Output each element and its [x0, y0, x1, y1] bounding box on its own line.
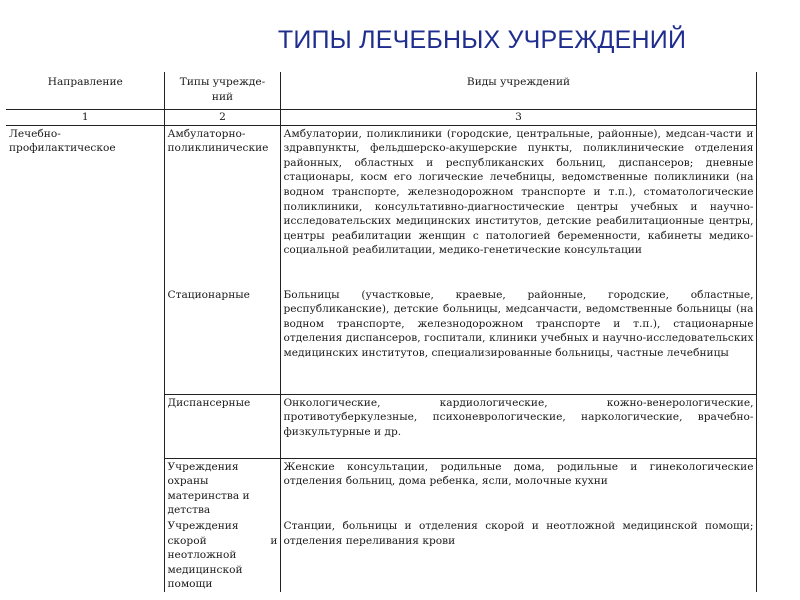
type-cell: Амбулаторно- поликлинические: [164, 125, 280, 287]
desc-cell: Больницы (участковые, краевые, районные, городские, областные, республиканские), детские больницы, медсанчасти, ведомственные больницы (на водном транспорте, железнодорожном транспорте и т.п.), стационарные отделения диспансеров, госпитали, клиники учебных и научно-исследовательских медицинских институтов, специализированные больницы, частные лечебницы: [280, 287, 756, 395]
type-cell: Учреждения скорой и неотложной медицинской помощи: [164, 518, 280, 592]
column-number-1: 1: [6, 110, 164, 126]
table-header-row: [6, 72, 756, 110]
type-cell: Учреждения охраны материнства и детства: [164, 458, 280, 518]
column-number-3: 3: [280, 110, 756, 126]
direction-cell: Лечебно- профилактическое: [6, 125, 164, 592]
type-cell: Диспансерные: [164, 394, 280, 458]
header-kinds: Виды учреждений: [280, 72, 756, 110]
desc-cell: Станции, больницы и отделения скорой и неотложной медицинской помощи; отделения переливания крови: [280, 518, 756, 592]
institutions-table: [6, 72, 757, 592]
desc-cell: Онкологические, кардиологические, кожно-венерологические, противотуберкулезные, психоневрологические, наркологические, врачебно-физкультурные и др.: [280, 394, 756, 458]
page-title: ТИПЫ ЛЕЧЕБНЫХ УЧРЕЖДЕНИЙ: [277, 26, 687, 54]
column-number-2: 2: [164, 110, 280, 126]
desc-cell: Женские консультации, родильные дома, родильные и гинекологические отделения больниц, дома ребенка, ясли, молочные кухни: [280, 458, 756, 518]
header-direction: Направление: [6, 72, 164, 110]
type-cell: Стационарные: [164, 287, 280, 395]
desc-cell: Амбулатории, поликлиники (городские, центральные, районные), медсан-части и здравпункты, фельдшерско-акушерские пункты, поликлинические отделения районных, областных и республиканских больниц, диспансеров; дневные стационары, косм его логические лечебницы, ведомственные поликлиники (на водном транспорте, железнодорожном транспорте и т.п.), стоматологические поликлиники, консультативно-диагностические центры учебных и научно-исследовательских медицинских институтов, детские реабилитационные центры, центры реабилитации женщин с патологией беременности, кабинеты медико-социальной реабилитации, медико-генетические консультации: [280, 125, 756, 287]
table-row: [6, 125, 756, 287]
header-types: Типы учрежде- ний: [164, 72, 280, 110]
table-number-row: [6, 110, 756, 126]
